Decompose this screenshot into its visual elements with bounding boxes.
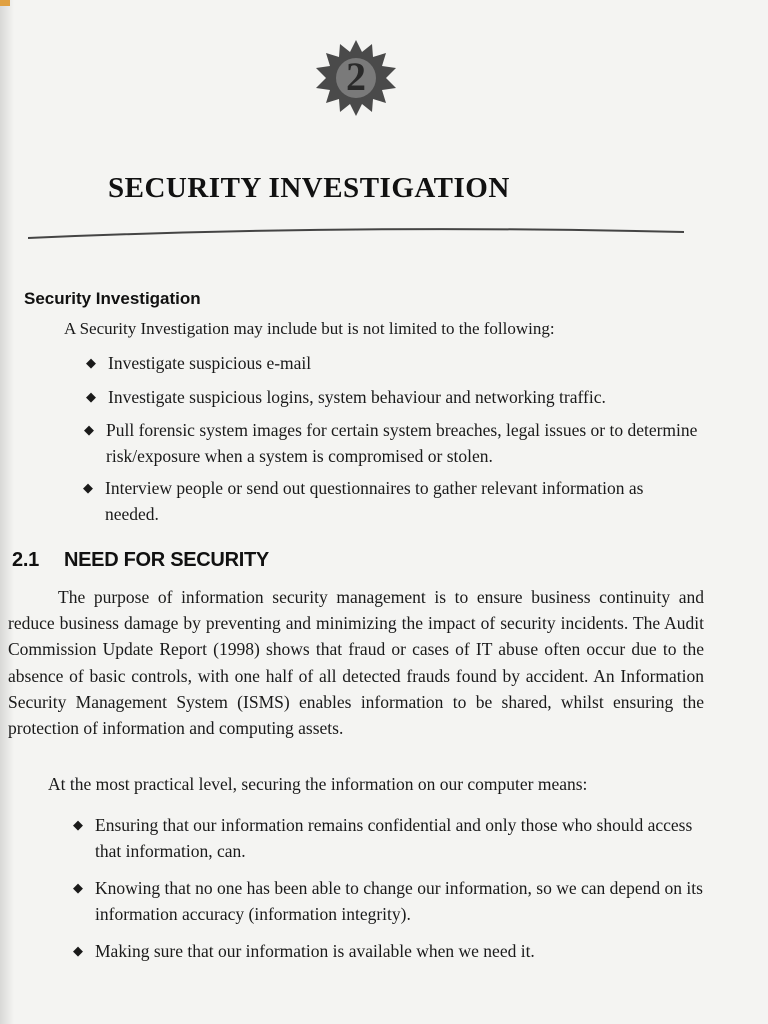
list-item: ◆ Investigate suspicious e-mail <box>108 350 698 376</box>
list-item: ◆ Ensuring that our information remains confidential and only those who should access that information, can. <box>95 812 705 864</box>
chapter-badge <box>310 38 402 118</box>
body-paragraph: The purpose of information security management is to ensure business continuity and reduce business damage by preventing and minimizing the impact of security incidents. The Audit Commission Update Report (1998) shows that fraud or cases of IT abuse often occur due to the absence of basic controls, with one half of all detected frauds found by accident. An Information Security Management System (ISMS) enables information to be shared, whilst ensuring the protection of information and computing assets. <box>8 587 704 739</box>
chapter-number: 2 <box>346 54 366 99</box>
subsection-heading <box>12 549 269 572</box>
bullet-icon: ◆ <box>73 880 83 895</box>
lead-in-text: At the most practical level, securing the information on our computer means: <box>48 774 588 794</box>
page-edge-shadow <box>0 0 14 1024</box>
chapter-title: SECURITY INVESTIGATION <box>108 172 510 204</box>
list-item: ◆ Pull forensic system images for certain system breaches, legal issues or to determine risk/exposure when a system is compromised or stolen. <box>106 417 700 469</box>
bullet-icon: ◆ <box>73 943 83 958</box>
title-divider <box>28 224 684 244</box>
bullet-icon: ◆ <box>83 480 93 495</box>
section-intro: A Security Investigation may include but is not limited to the following: <box>64 319 555 338</box>
list-item: ◆ Knowing that no one has been able to change our information, so we can depend on its information accuracy (information integrity). <box>95 875 705 927</box>
subsection-title: NEED FOR SECURITY <box>64 549 269 571</box>
list-item: ◆ Making sure that our information is available when we need it. <box>95 938 705 964</box>
bullet-icon: ◆ <box>84 422 94 437</box>
section-heading: Security Investigation <box>24 289 201 308</box>
list-item: ◆ Investigate suspicious logins, system behaviour and networking traffic. <box>108 384 698 410</box>
bullet-icon: ◆ <box>86 389 96 404</box>
subsection-number: 2.1 <box>12 549 39 571</box>
bullet-icon: ◆ <box>73 817 83 832</box>
bullet-icon: ◆ <box>86 355 96 370</box>
list-item: ◆ Interview people or send out questionnaires to gather relevant information as needed. <box>105 475 701 527</box>
corner-mark <box>0 0 10 6</box>
